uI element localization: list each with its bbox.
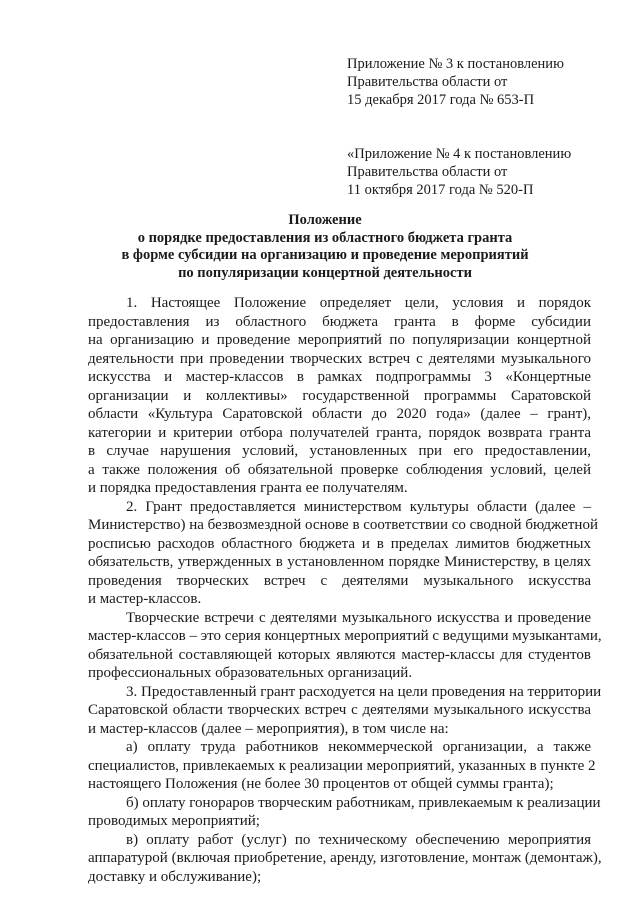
paragraph <box>88 683 602 739</box>
title-line-2: о порядке предоставления из областного бюджета гранта <box>137 229 513 246</box>
title-line-1: Положение <box>288 212 362 228</box>
paragraph-line: росписью расходов областного бюджета и в пределах лимитов бюджетных <box>88 535 591 552</box>
paragraph-line: на организацию и проведение мероприятий по популяризации концертной <box>88 332 591 348</box>
paragraph-line: предоставления из областного бюджета гранта в форме субсидии <box>88 313 591 330</box>
paragraph-line: настоящего Положения (не более 30 процентов от общей суммы гранта); <box>88 776 554 792</box>
paragraph <box>88 738 596 794</box>
annex-current-line-1: Приложение № 3 к постановлению <box>347 56 564 72</box>
paragraph-line: 2. Грант предоставляется министерством культуры области (далее – <box>126 498 591 515</box>
paragraph-line: области «Культура Саратовской области до 2020 года» (далее – грант), <box>88 406 591 422</box>
paragraph <box>88 609 602 683</box>
paragraph <box>88 294 591 498</box>
paragraph-line: специалистов, привлекаемых к реализации мероприятий, указанных в пункте 2 <box>88 757 596 774</box>
paragraph-line: и мастер-классов. <box>88 591 202 607</box>
annex-current-header <box>347 55 607 109</box>
paragraph-line: проводимых мероприятий; <box>88 813 260 829</box>
annex-current-line-3: 15 декабря 2017 года № 653-П <box>347 92 535 108</box>
paragraph-line: Министерство) на безвозмездной основе в соответствии со сводной бюджетной <box>88 517 598 533</box>
title-line-4: по популяризации концертной деятельности <box>178 264 472 281</box>
paragraph-line: категории и критерии отбора получателей гранта, порядок возврата гранта <box>88 424 591 441</box>
paragraph <box>88 831 602 887</box>
paragraph <box>88 794 601 831</box>
paragraph-line: и мастер-классов (далее – мероприятия), в том числе на: <box>88 720 449 737</box>
paragraph-line: в) оплату работ (услуг) по техническому обеспечению мероприятия <box>126 831 591 848</box>
annex-current-line-2: Правительства области от <box>347 74 508 90</box>
paragraph-line: а также положения об обязательной проверке соблюдения условий, целей <box>88 461 591 478</box>
paragraph-line: и порядка предоставления гранта ее получателям. <box>88 480 408 496</box>
paragraph-line: обязательств, утвержденных в установленном порядке Министерству, в целях <box>88 554 591 570</box>
paragraph-line: 3. Предоставленный грант расходуется на цели проведения на территории <box>126 683 602 700</box>
paragraph-line: проведения творческих встреч с деятелями музыкального искусства <box>88 572 591 589</box>
paragraph-line: а) оплату труда работников некоммерческой организации, а также <box>126 739 591 755</box>
paragraph-line: мастер-классов – это серия концертных мероприятий с ведущими музыкантами, <box>88 628 602 644</box>
paragraph <box>88 498 598 609</box>
title-line-3: в форме субсидии на организацию и проведение мероприятий <box>121 247 529 263</box>
paragraph-line: в случае нарушения условий, установленных при его предоставлении, <box>88 443 591 459</box>
document-title <box>90 212 560 282</box>
paragraph-line: б) оплату гонораров творческим работникам, привлекаемым к реализации <box>126 794 601 811</box>
annex-original-line-1: «Приложение № 4 к постановлению <box>347 146 572 162</box>
paragraph-line: обязательной составляющей которых являются мастер-классы для студентов <box>88 646 591 663</box>
paragraph-line: доставку и обслуживание); <box>88 868 262 885</box>
annex-original-line-2: Правительства области от <box>347 164 508 180</box>
paragraph-line: организации и коллективы» государственной программы Саратовской <box>88 387 591 404</box>
annex-original-header <box>347 145 607 199</box>
paragraph-line: деятельности при проведении творческих встреч с деятелями музыкального <box>88 350 591 367</box>
paragraph-line: 1. Настоящее Положение определяет цели, условия и порядок <box>126 295 591 311</box>
paragraph-line: профессиональных образовательных организаций. <box>88 665 413 681</box>
paragraph-line: аппаратурой (включая приобретение, аренду, изготовление, монтаж (демонтаж), <box>88 850 602 866</box>
paragraph-line: Творческие встречи с деятелями музыкального искусства и проведение <box>126 609 591 626</box>
paragraph-line: искусства и мастер-классов в рамках подпрограммы 3 «Концертные <box>88 369 591 385</box>
document-body <box>88 294 602 886</box>
paragraph-line: Саратовской области творческих встреч с деятелями музыкального искусства <box>88 702 591 718</box>
annex-original-line-3: 11 октября 2017 года № 520-П <box>347 182 534 198</box>
